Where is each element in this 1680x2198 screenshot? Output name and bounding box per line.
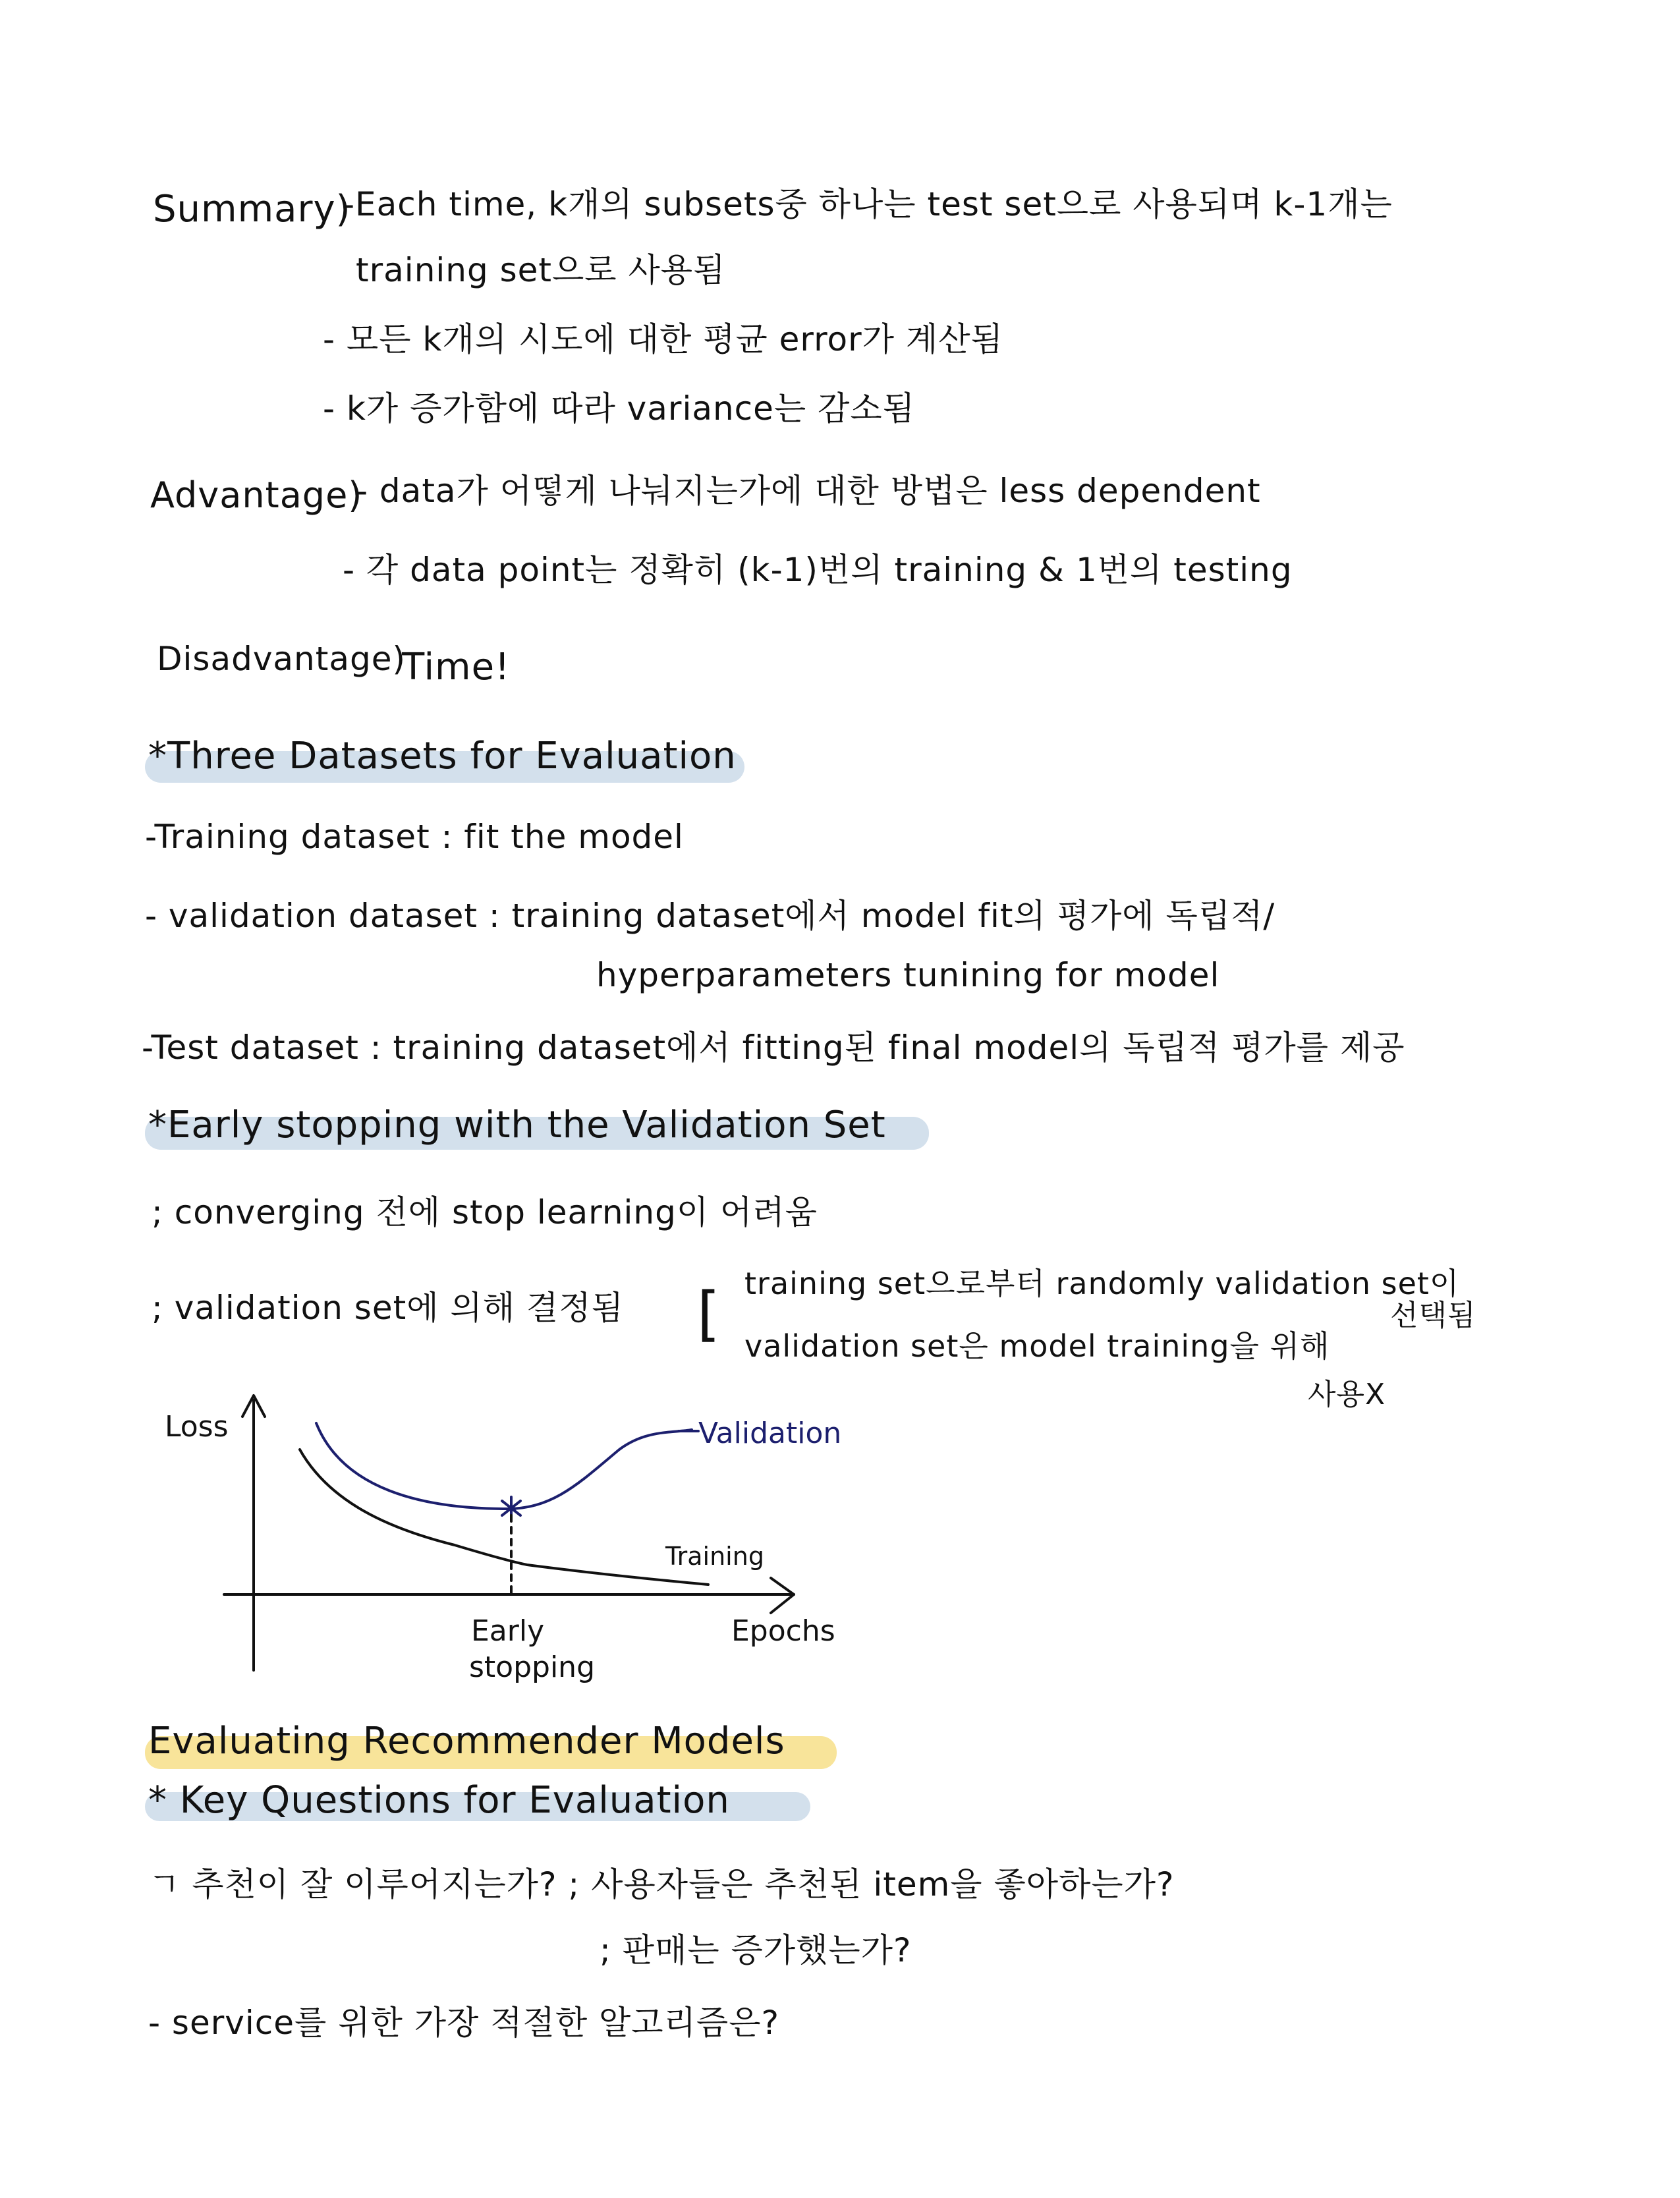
validation-dataset-line-1: - validation dataset : training dataset에서 model fit의 평가에 독립적/ — [145, 897, 1275, 935]
key-questions-heading: * Key Questions for Evaluation — [148, 1779, 730, 1822]
early-label-1: Early — [471, 1614, 545, 1648]
validation-label: Validation — [698, 1417, 842, 1450]
training-curve — [300, 1450, 708, 1585]
test-dataset-line: -Test dataset : training dataset에서 fitting된 final model의 독립적 평가를 제공 — [142, 1029, 1405, 1067]
summary-line-3: - 모든 k개의 시도에 대한 평균 error가 계산됨 — [323, 320, 1003, 358]
early-label-2: stopping — [469, 1650, 595, 1684]
advantage-label: Advantage) — [150, 474, 363, 516]
advantage-line-2: - 각 data point는 정확히 (k-1)번의 training & 1번의 testing — [343, 551, 1293, 589]
training-dataset-line: -Training dataset : fit the model — [145, 818, 684, 856]
advantage-line-1: - data가 어떻게 나눠지는가에 대한 방법은 less dependent — [356, 472, 1261, 510]
early-stopping-point-1: ; converging 전에 stop learning이 어려움 — [152, 1193, 818, 1231]
disadvantage-label: Disadvantage) — [157, 640, 406, 678]
question-1: ㄱ 추천이 잘 이루어지는가? ; 사용자들은 추천된 item을 좋아하는가? — [148, 1865, 1175, 1903]
bracket-line-1b: 선택됨 — [1390, 1299, 1476, 1332]
summary-line-4: - k가 증가함에 따라 variance는 감소됨 — [323, 389, 916, 428]
three-datasets-heading: *Three Datasets for Evaluation — [148, 735, 737, 777]
validation-curve — [316, 1423, 692, 1509]
bracket-line-2: validation set은 model training을 위해 — [744, 1328, 1330, 1364]
bracket-line-2b: 사용X — [1308, 1378, 1386, 1411]
validation-dataset-line-2: hyperparameters tunining for model — [596, 956, 1220, 994]
question-2: - service를 위한 가장 적절한 알고리즘은? — [148, 2004, 780, 2042]
x-axis-label: Epochs — [731, 1614, 835, 1648]
training-label: Training — [665, 1542, 764, 1571]
summary-line-1: -Each time, k개의 subsets중 하나는 test set으로 사용되며 k-1개는 — [343, 185, 1393, 223]
question-1b: ; 판매는 증가했는가? — [600, 1931, 912, 1969]
bracket-line-1: training set으로부터 randomly validation set이 — [744, 1266, 1460, 1301]
early-stopping-heading: *Early stopping with the Validation Set — [148, 1104, 886, 1146]
recommender-heading: Evaluating Recommender Models — [148, 1720, 785, 1762]
disadvantage-value: Time! — [402, 646, 511, 689]
y-axis-label: Loss — [165, 1410, 229, 1444]
summary-line-2: training set으로 사용됨 — [356, 251, 726, 289]
summary-label: Summary) — [153, 188, 351, 231]
bracket-glyph: [ — [697, 1280, 721, 1349]
early-stopping-point-2: ; validation set에 의해 결정됨 — [152, 1289, 624, 1327]
